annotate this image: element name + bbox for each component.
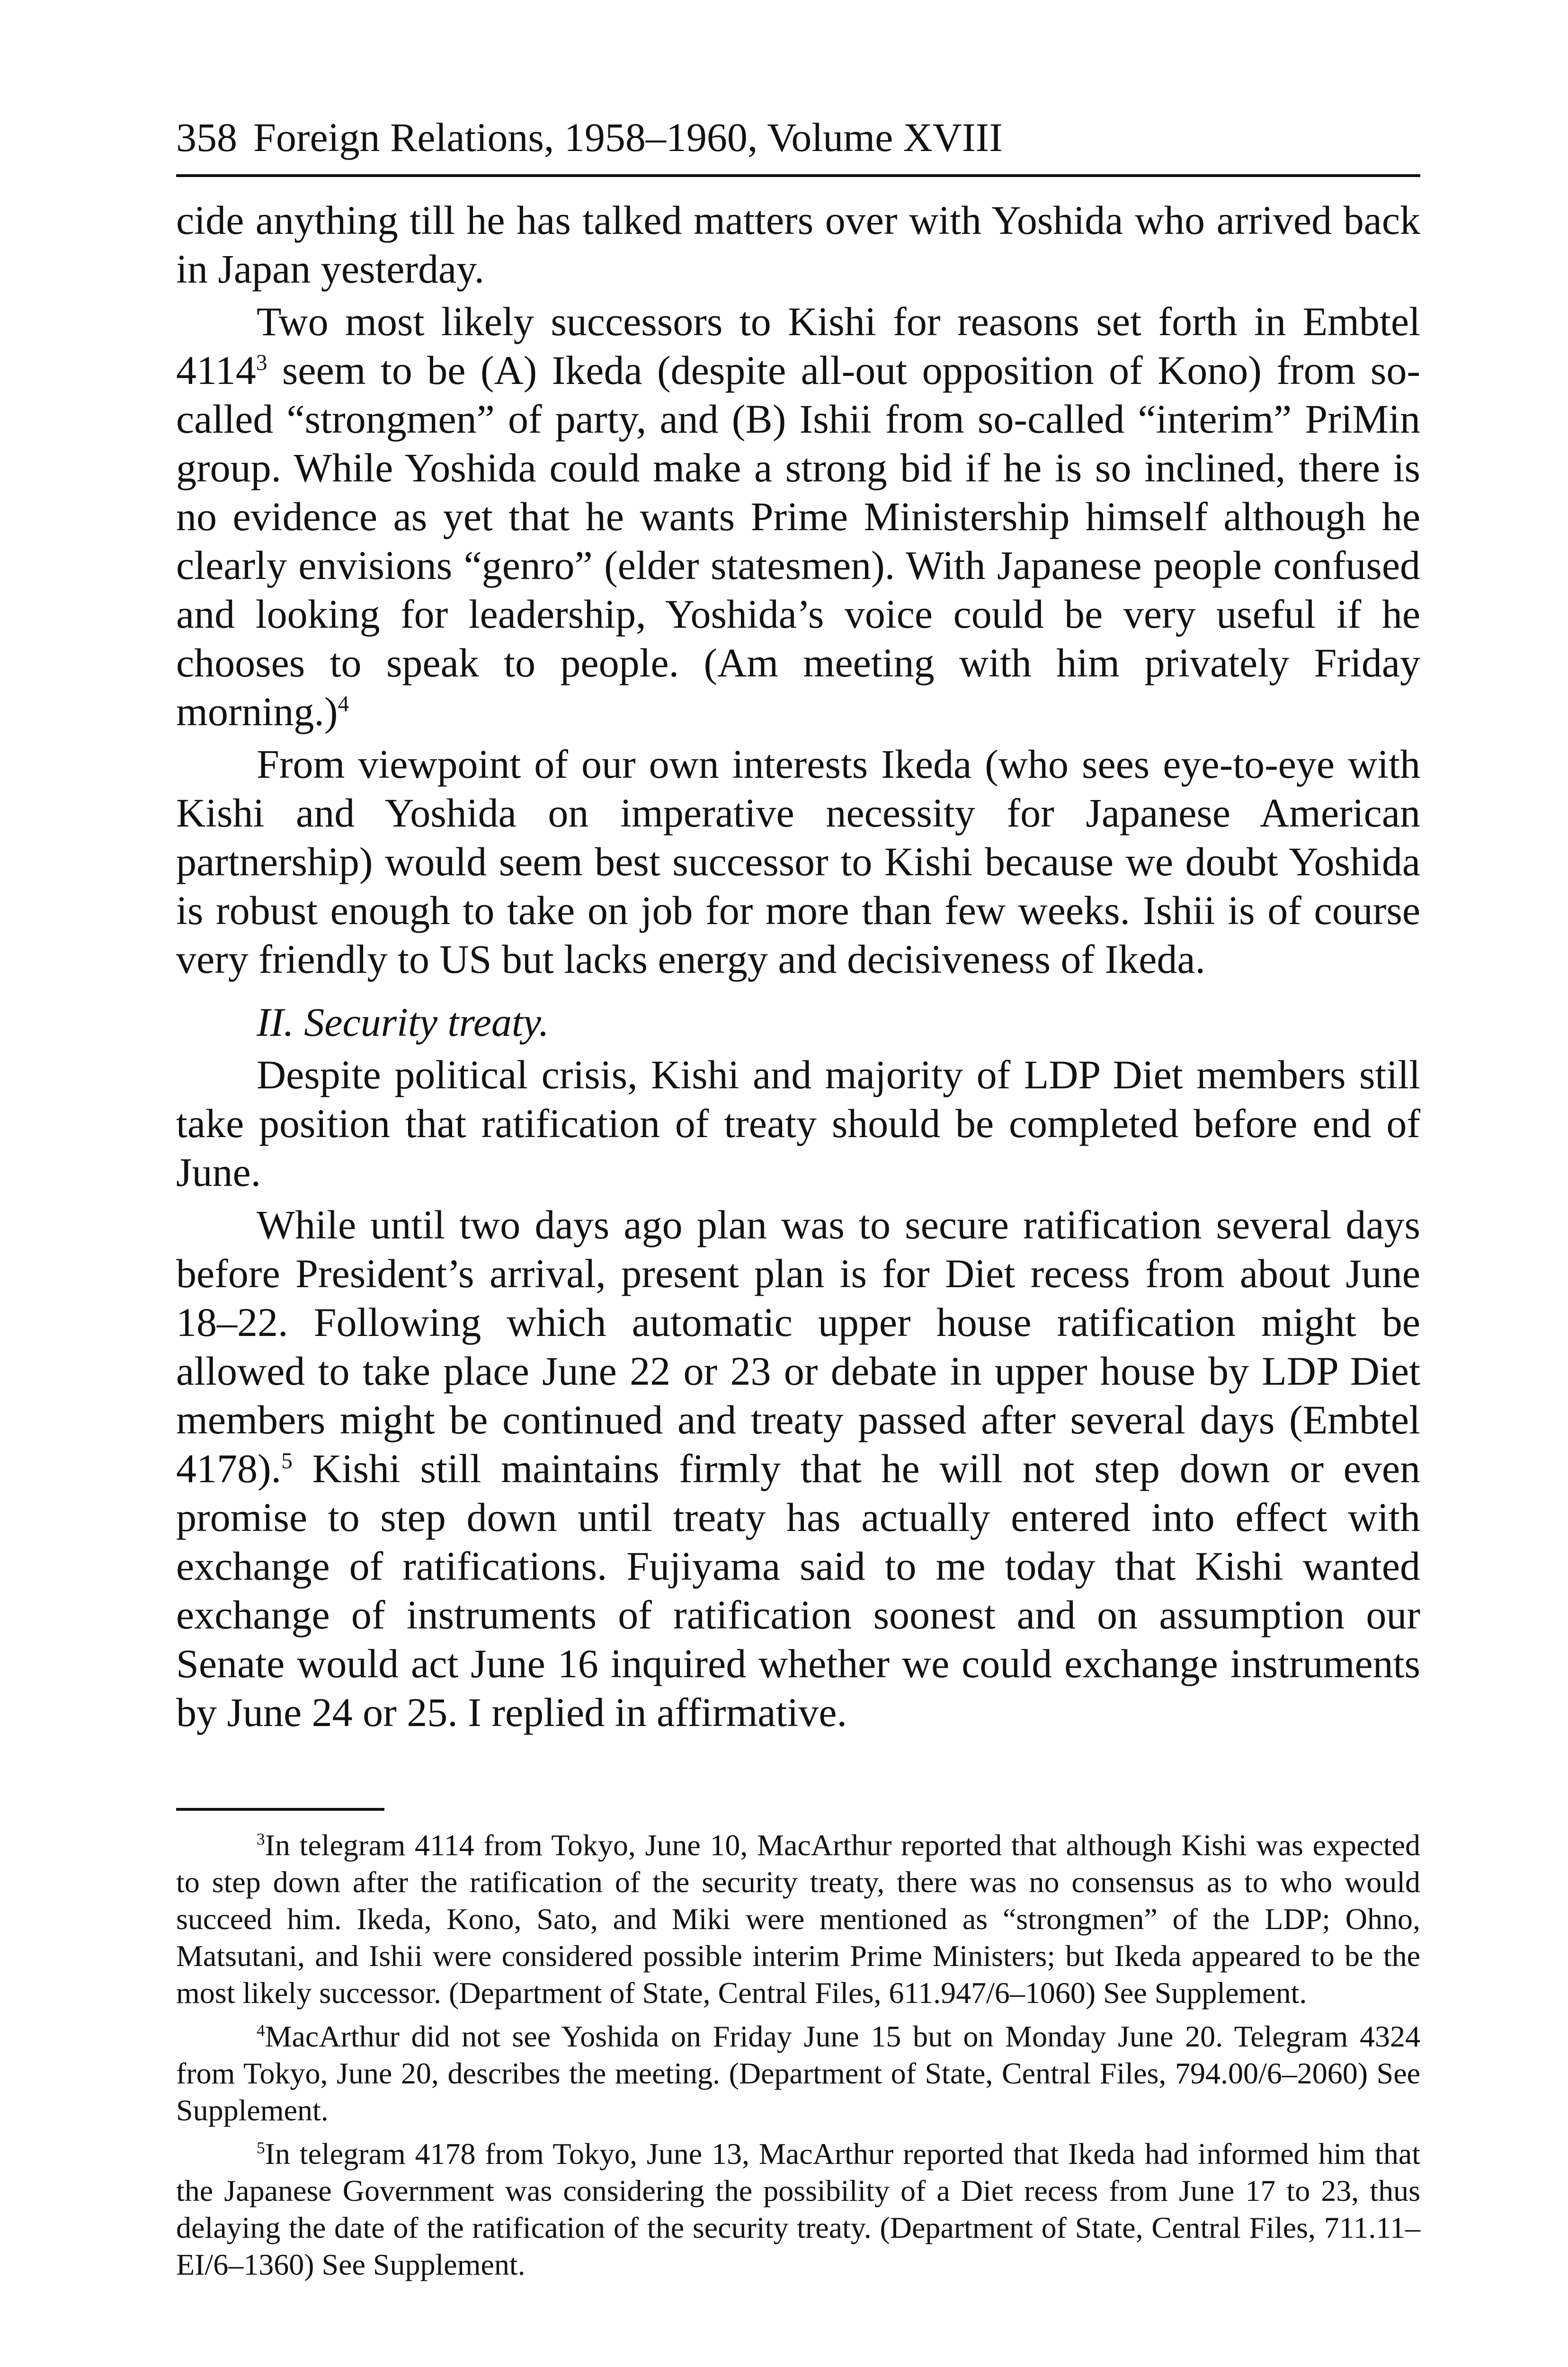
running-header (176, 109, 1420, 177)
footnotes (176, 1827, 1420, 2283)
running-title: Foreign Relations, 1958–1960, Volume XVIII (253, 115, 1003, 160)
footnote-ref-3: 3 (256, 350, 267, 375)
footnote-number: 3 (257, 1830, 265, 1849)
paragraph-successors (176, 297, 1420, 736)
page-number: 358 (176, 115, 237, 160)
paragraph-viewpoint: From viewpoint of our own interests Ikeda (who sees eye-to-eye with Kishi and Yoshida on imperative necessity for Japanese American partnership) would seem best successor to Kishi because we doubt Yoshida is robust enough to take on job for more than few weeks. Ishii is of course very friendly to US but lacks energy and decisiveness of Ikeda. (176, 741, 1420, 982)
footnote (176, 2136, 1420, 2283)
body-text (176, 196, 1420, 1737)
paragraph-continued: cide anything till he has talked matters over with Yoshida who arrived back in Japan yesterday. (176, 197, 1420, 292)
paragraph-text: While until two days ago plan was to secure ratification several days before President’s arrival, present plan is for Diet recess from about June 18–22. Following which automatic upper house ratification might be allowed to take place June 22 or 23 or debate in upper house by LDP Diet members might be continued and treaty passed after several days (Embtel 4178). (176, 1202, 1420, 1491)
paragraph-crisis: Despite political crisis, Kishi and majority of LDP Diet members still take position that ratification of treaty should be completed before end of June. (176, 1052, 1420, 1195)
footnote-divider (176, 1808, 384, 1811)
footnote-text: In telegram 4178 from Tokyo, June 13, MacArthur reported that Ikeda had informed him that the Japanese Government was considering the possibility of a Diet recess from June 17 to 23, thus delaying the date of the ratification of the security treaty. (Department of State, Central Files, 711.11–EI/6–1360) See Supplement. (176, 2137, 1420, 2281)
footnote (176, 1827, 1420, 2011)
section-heading: II. Security treaty. (257, 999, 549, 1045)
footnote-text: In telegram 4114 from Tokyo, June 10, MacArthur reported that although Kishi was expected to step down after the ratification of the security treaty, there was no consensus as to who would succeed him. Ikeda, Kono, Sato, and Miki were mentioned as “strongmen” of the LDP; Ohno, Matsutani, and Ishii were considered possible interim Prime Ministers; but Ikeda appeared to be the most likely successor. (Department of State, Central Files, 611.947/6–1060) See Supplement. (176, 1828, 1420, 2010)
paragraph-text: seem to be (A) Ikeda (despite all-out opposition of Kono) from so-called “strongmen” of party, and (B) Ishii from so-called “interim” PriMin group. While Yoshida could make a strong bid if he is so inclined, there is no evidence as yet that he wants Prime Ministership himself although he clearly envisions “genro” (elder statesmen). With Japanese people confused and looking for leadership, Yoshida’s voice could be very useful if he chooses to speak to people. (Am meeting with him privately Friday morning.) (176, 347, 1420, 734)
footnote-ref-5: 5 (281, 1449, 293, 1474)
footnote-text: MacArthur did not see Yoshida on Friday June 15 but on Monday June 20. Telegram 4324 from Tokyo, June 20, describes the meeting. (Department of State, Central Files, 794.00/6–2060) See Supplement. (176, 2020, 1420, 2127)
document-page (176, 109, 1420, 2290)
paragraph-ratification (176, 1201, 1420, 1737)
footnote-number: 4 (257, 2021, 265, 2040)
footnote-number: 5 (257, 2138, 265, 2157)
paragraph-text: Two most likely successors to Kishi for reasons set forth in Embtel 4114 (176, 299, 1420, 393)
paragraph-text: Kishi still maintains firmly that he will not step down or even promise to step down until treaty has actually entered into effect with exchange of ratifications. Fujiyama said to me today that Kishi wanted exchange of instruments of ratification soonest and on assumption our Senate would act June 16 inquired whether we could exchange instruments by June 24 or 25. I replied in affirmative. (176, 1446, 1420, 1735)
footnote-ref-4: 4 (338, 692, 349, 717)
footnote (176, 2018, 1420, 2129)
